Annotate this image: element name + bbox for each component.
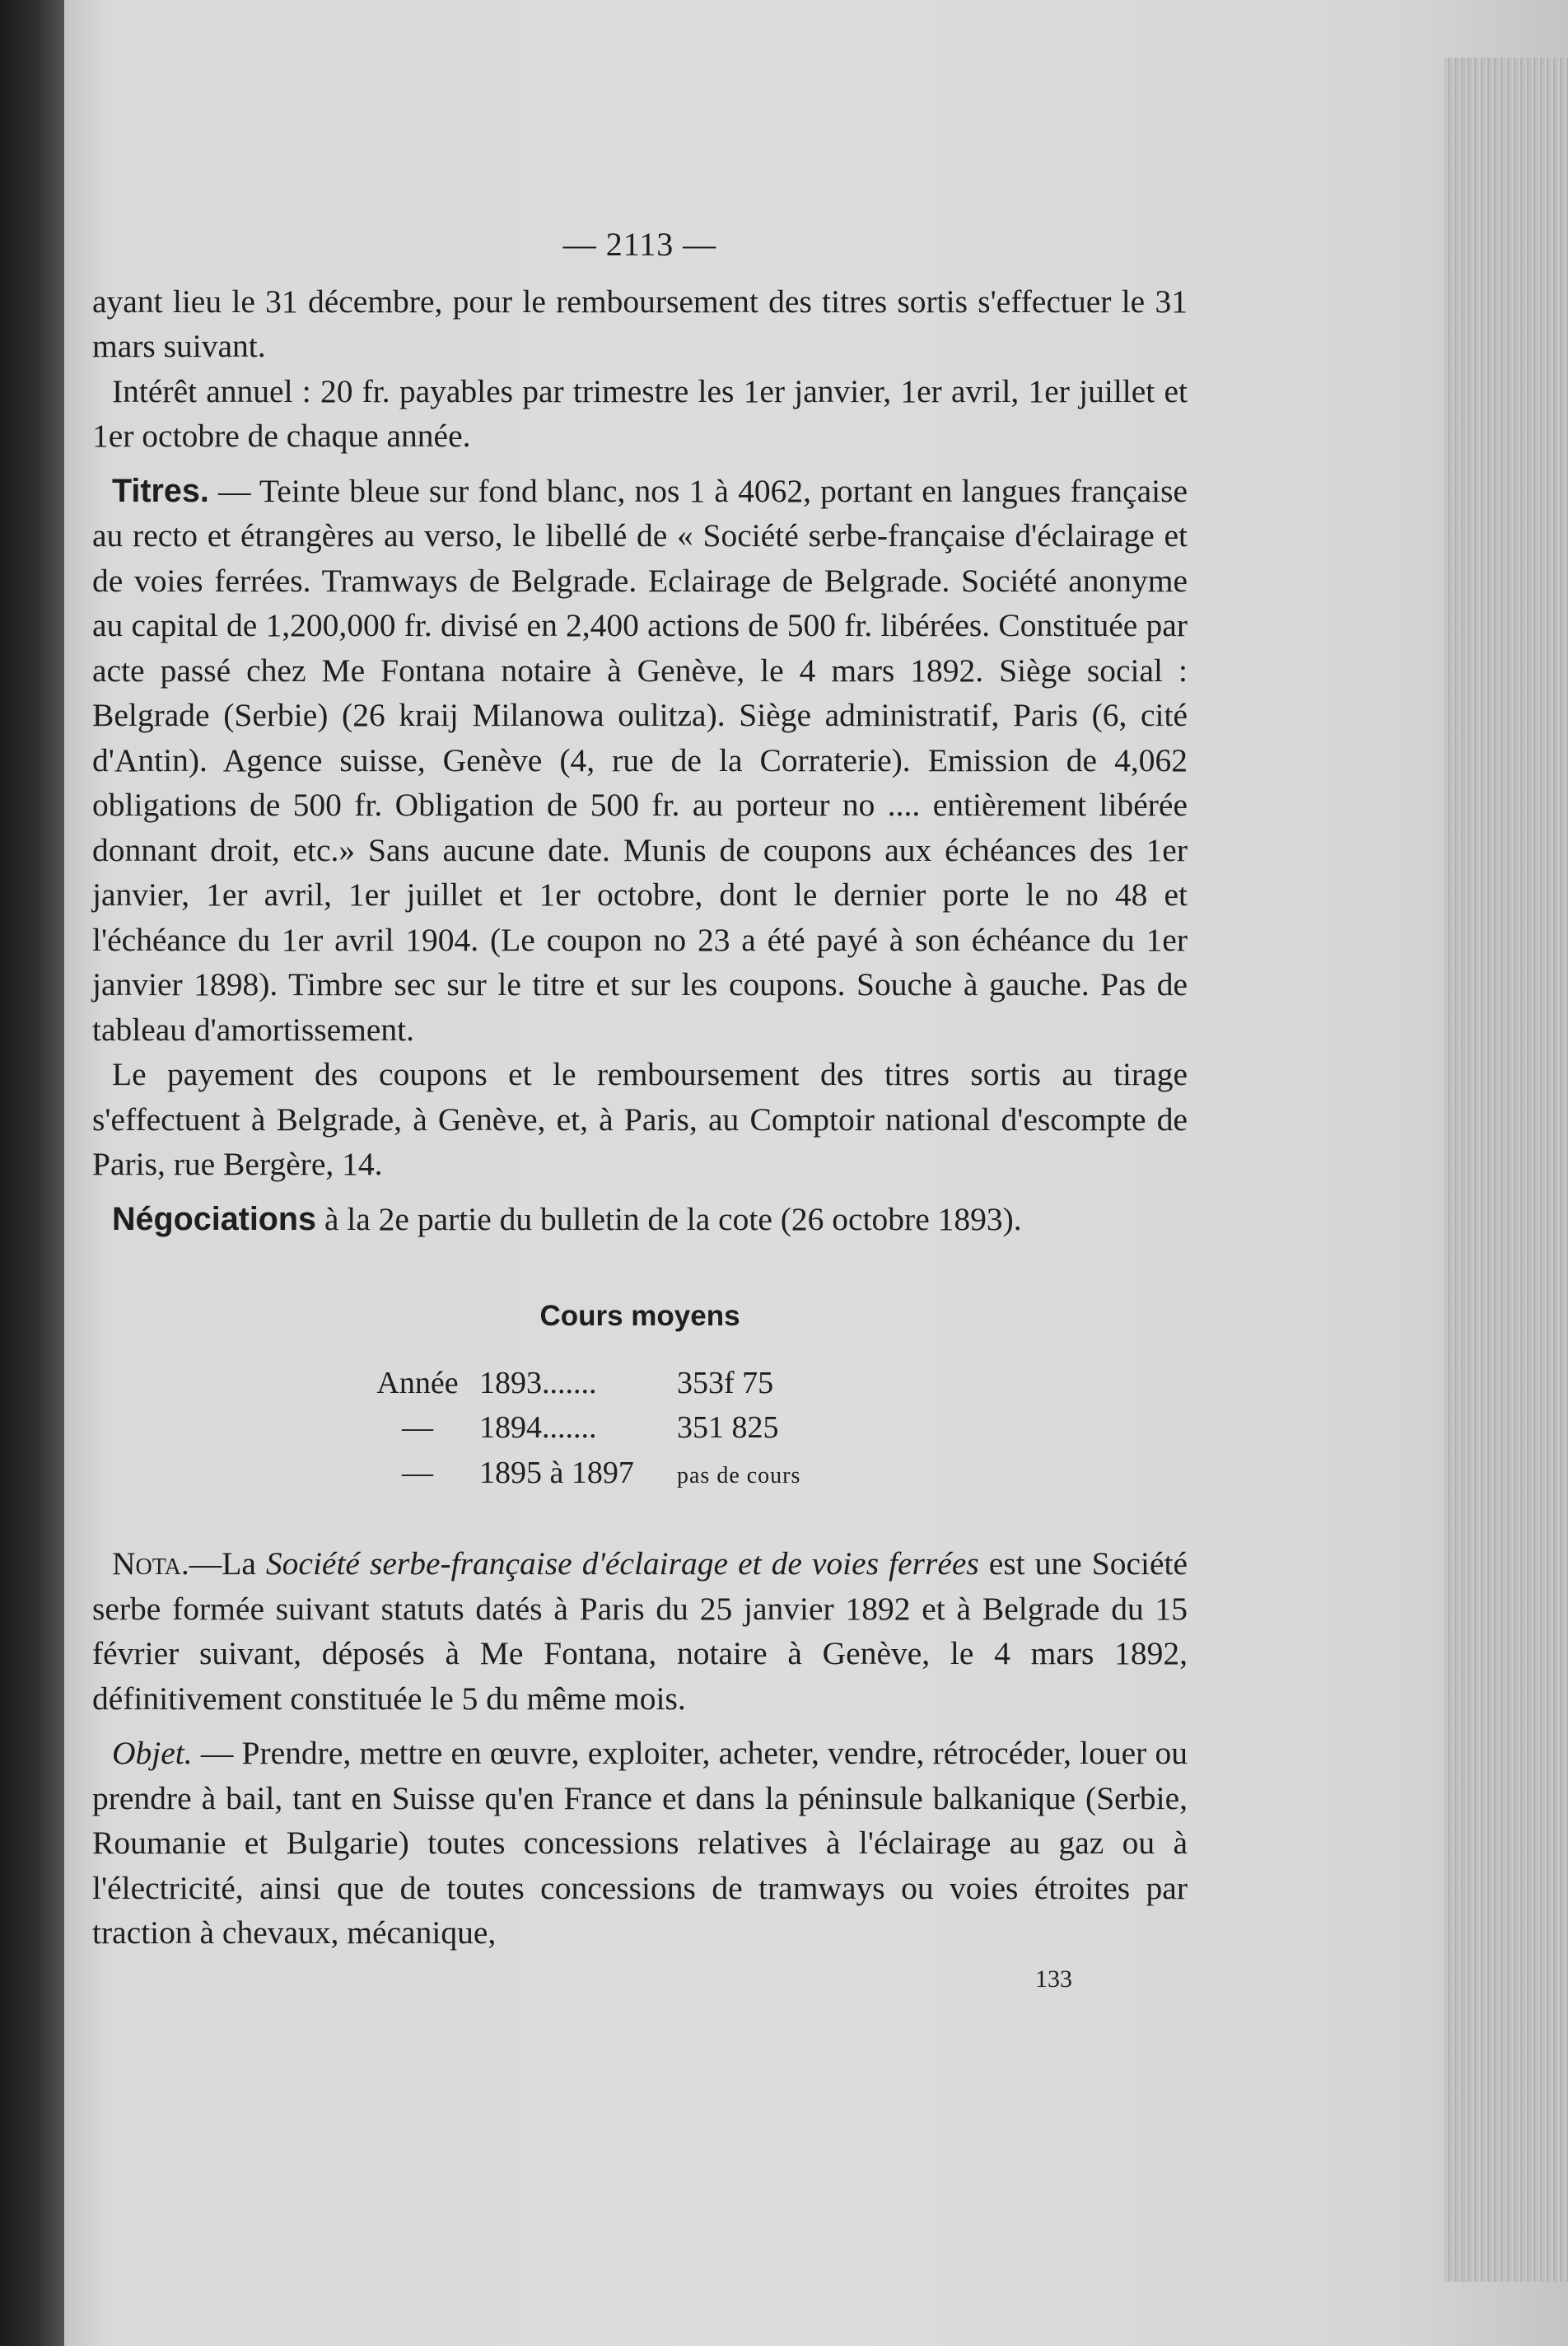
negociations-text: à la 2e partie du bulletin de la cote (26 octobre 1893). (316, 1200, 1022, 1237)
table-row (356, 1405, 800, 1451)
paragraph-titres (92, 469, 1188, 1053)
page-content (92, 222, 1188, 2002)
table-row (356, 1361, 800, 1406)
objet-text: — Prendre, mettre en œuvre, exploiter, acheter, vendre, rétrocéder, louer ou prendre à bail, tant en Suisse qu'en France et dans la péninsule balkanique (Serbie, Roumanie et Bulgarie) toutes concessions relatives à l'éclairage au gaz ou à l'électricité, ainsi que de toutes concessions de tramways ou voies étroites par traction à chevaux, mécanique, (92, 1735, 1188, 1951)
cours-moyens-title: Cours moyens (539, 1300, 740, 1332)
signature-mark: 133 (1035, 1965, 1072, 1993)
paragraph-objet (92, 1731, 1188, 1956)
page-number: — 2113 — (562, 226, 717, 263)
titres-label: Titres. (112, 472, 209, 509)
negociations-label: Négociations (112, 1200, 317, 1237)
cours-moyens-table (356, 1361, 800, 1499)
paragraph-payement: Le payement des coupons et le remboursement des titres sortis au tirage s'effectuent à Belgrade, à Genève, et, à Paris, au Comptoir national d'escompte de Paris, rue Bergère, 14. (92, 1056, 1188, 1182)
page-edges (1444, 58, 1568, 2282)
row-year: 1893....... (479, 1365, 597, 1400)
nota-dash: —La (189, 1545, 266, 1582)
paragraph-negociations (92, 1197, 1188, 1242)
paragraph-continuation: ayant lieu le 31 décembre, pour le remboursement des titres sortis s'effectuer le 31 mars suivant. (92, 283, 1188, 364)
nota-label: Nota. (112, 1545, 189, 1582)
row-year: 1894....... (479, 1410, 597, 1445)
nota-company-name: Société serbe-française d'éclairage et de voies ferrées (265, 1545, 979, 1582)
row-label: — (402, 1410, 433, 1445)
row-label: — (402, 1455, 433, 1490)
row-value: 353f 75 (677, 1365, 774, 1400)
table-row (356, 1451, 800, 1499)
row-value: 351 825 (677, 1410, 779, 1445)
objet-label: Objet. (112, 1735, 193, 1771)
row-year: 1895 à 1897 (479, 1455, 634, 1490)
row-value: pas de cours (677, 1462, 801, 1488)
paragraph-nota (92, 1541, 1188, 1721)
row-label: Année (376, 1365, 459, 1400)
nota-text: est une Société serbe formée suivant statuts datés à Paris du 25 janvier 1892 et à Belgrade du 15 février suivant, déposés à Me Fontana, notaire à Genève, le 4 mars 1892, définitivement constituée le 5 du même mois. (92, 1545, 1188, 1717)
paragraph-interet: Intérêt annuel : 20 fr. payables par trimestre les 1er janvier, 1er avril, 1er juillet et 1er octobre de chaque année. (92, 372, 1188, 454)
book-binding (0, 0, 64, 2346)
titres-text: — Teinte bleue sur fond blanc, nos 1 à 4062, portant en langues française au recto et étrangères au verso, le libellé de « Société serbe-française d'éclairage et de voies ferrées. Tramways de Belgrade. Eclairage de Belgrade. Société anonyme au capital de 1,200,000 fr. divisé en 2,400 actions de 500 fr. libérées. Constituée par acte passé chez Me Fontana notaire à Genève, le 4 mars 1892. Siège social : Belgrade (Serbie) (26 kraij Milanowa oulitza). Siège administratif, Paris (6, cité d'Antin). Agence suisse, Genève (4, rue de la Corraterie). Emission de 4,062 obligations de 500 fr. Obligation de 500 fr. au porteur no .... entièrement libérée donnant droit, etc.» Sans aucune date. Munis de coupons aux échéances des 1er janvier, 1er avril, 1er juillet et 1er octobre, dont le dernier porte le no 48 et l'échéance du 1er avril 1904. (Le coupon no 23 a été payé à son échéance du 1er janvier 1898). Timbre sec sur le titre et sur les coupons. Souche à gauche. Pas de tableau d'amortissement. (92, 472, 1188, 1048)
